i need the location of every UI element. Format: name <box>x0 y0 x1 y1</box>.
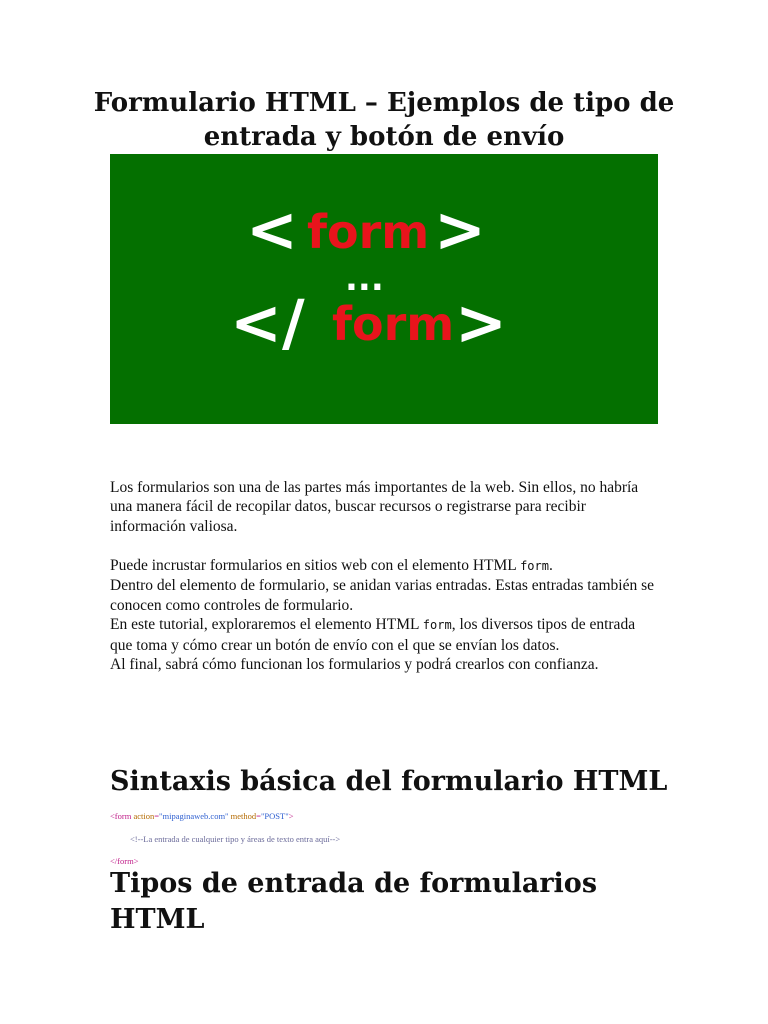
code-line-open-form <box>110 810 293 822</box>
explanation-text-2: . <box>548 557 553 574</box>
ellipsis-dots: ... <box>345 259 384 299</box>
heading-basic-syntax: Sintaxis básica del formulario HTML <box>110 766 668 797</box>
close-bracket-2: > <box>455 286 507 359</box>
heading-input-types: Tipos de entrada de formularios HTML <box>110 868 598 935</box>
inline-code-form-2: form <box>422 618 452 633</box>
code-close-gt: > <box>133 856 139 866</box>
open-bracket-1: < <box>246 193 298 266</box>
form-tag-banner-image <box>110 154 658 424</box>
code-eq-1: = <box>154 811 160 821</box>
intro-paragraph: Los formularios son una de las partes más importantes de la web. Sin ellos, no habría una manera fácil de recopilar datos, buscar recursos o registrarse para recibir información valiosa. <box>110 479 639 535</box>
close-bracket-1: > <box>434 193 486 266</box>
form-word-2: form <box>332 297 455 351</box>
code-line-comment: <!--La entrada de cualquier tipo y áreas de texto entra aquí--> <box>130 834 341 844</box>
document-title: Formulario HTML – Ejemplos de tipo de entrada y botón de envío <box>93 88 675 152</box>
code-eq-2: = <box>256 811 261 821</box>
explanation-text-6: Al final, sabrá cómo funcionan los formularios y podrá crearlos con confianza. <box>110 656 599 674</box>
code-val-method: "POST" <box>260 811 289 821</box>
explanation-paragraph <box>110 556 660 674</box>
explanation-text-1: Puede incrustar formularios en sitios web con el elemento HTML <box>110 557 521 574</box>
explanation-text-3: Dentro del elemento de formulario, se anidan varias entradas. Estas entradas también se conocen como controles de formulario. <box>110 577 655 614</box>
form-word-1: form <box>307 205 430 259</box>
form-tag-graphic <box>110 154 658 424</box>
code-val-action: "mipaginaweb.com" <box>159 811 229 821</box>
code-open-tag: form <box>114 811 132 821</box>
open-bracket-2: </ <box>230 286 305 359</box>
code-attr-action: action <box>131 811 155 821</box>
inline-code-form-1: form <box>520 559 549 573</box>
code-close-lt: </ <box>110 856 118 866</box>
code-open-gt: > <box>288 811 294 821</box>
explanation-text-4: En este tutorial, exploraremos el elemento HTML <box>110 616 423 634</box>
code-attr-method: method <box>228 811 257 821</box>
code-open-lt: < <box>110 811 115 821</box>
code-close-tag: form <box>117 856 134 866</box>
explanation-text-5: , los diversos tipos de entrada que toma y cómo crear un botón de envío con el que se envían los datos. <box>110 616 636 654</box>
